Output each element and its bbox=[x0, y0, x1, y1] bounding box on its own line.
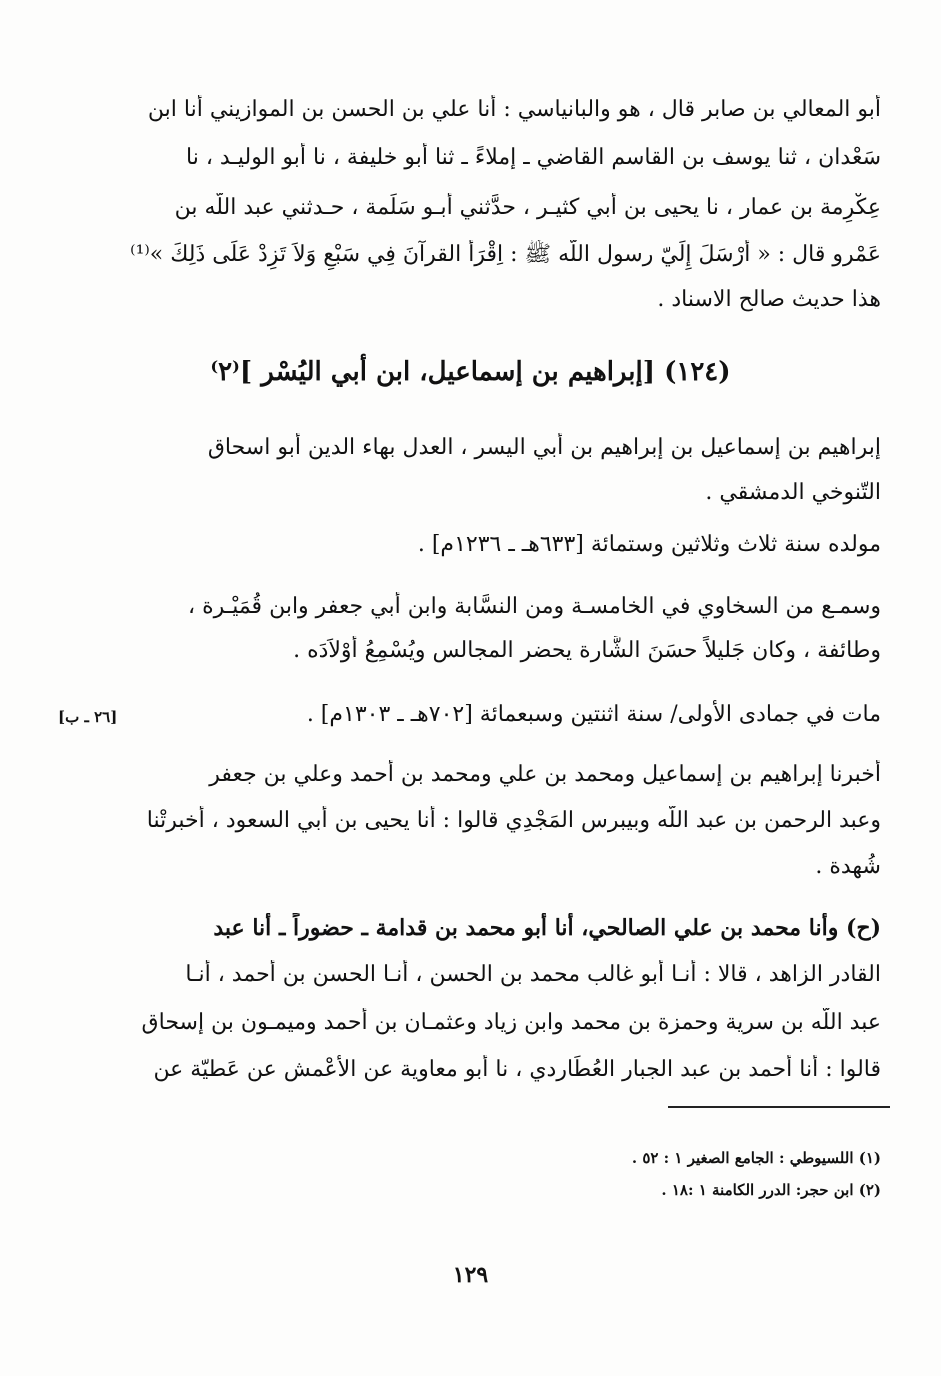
text-line: شُهدة . bbox=[815, 854, 881, 879]
text-line: القادر الزاهد ، قالا : أنـا أبو غالب محمد بن الحسن ، أنـا الحسن بن أحمد ، أنـا bbox=[185, 962, 881, 987]
entry-heading: (١٢٤) [إبراهيم بن إسماعيل، ابن أبي اليُسْر ]⁽٢⁾ bbox=[210, 357, 731, 387]
text-line: هذا حديث صالح الاسناد . bbox=[657, 287, 881, 312]
text-line: قالوا : أنا أحمد بن عبد الجبار العُطَاردي ، نا أبو معاوية عن الأعْمش عن عَطيّة عن bbox=[153, 1057, 881, 1082]
text-line: عبد اللّه بن سرية وحمزة بن محمد وابن زياد وعثمـان بن أحمد وميمـون بن إسحاق bbox=[141, 1010, 881, 1035]
text-line: أبو المعالي بن صابر قال ، هو والبانياسي : أنا علي بن الحسن بن الموازيني أنا ابن bbox=[147, 97, 881, 122]
text-line: التّنوخي الدمشقي . bbox=[705, 480, 881, 505]
text-line: سَعْدان ، ثنا يوسف بن القاسم القاضي ـ إملاءً ـ ثنا أبو خليفة ، نا أبو الوليـد ، نا bbox=[186, 145, 881, 170]
manuscript-folio-note: [٢٦ ـ ب] bbox=[58, 708, 118, 726]
text-line: عَمْرو قال : « أَرْسَلَ إِلَيّ رسول اللّه ﷺ : اِقْرَأْ القرآنَ فِي سَبْعٍ وَلاَ تَزِدْ عَلَى ذَلِكَ »⁽¹⁾ bbox=[130, 242, 881, 267]
text-line: عِكْرِمة بن عمار ، نا يحيى بن أبي كثيـر ، حدَّثني أبـو سَلَمة ، حـدثني عبد اللّه بن bbox=[174, 195, 881, 220]
text-line: (ح) وأنا محمد بن علي الصالحي، أنا أبو محمد بن قدامة ـ حضوراً ـ أنا عبد bbox=[213, 915, 881, 941]
text-line: وطائفة ، وكان جَليلاً حسَنَ الشَّارة يحضر المجالس ويُسْمِعُ أَوْلاَدَه . bbox=[293, 638, 881, 663]
text-line: وسمـع من السخاوي في الخامسـة ومن النسَّابة وابن أبي جعفر وابن قُمَيْـرة ، bbox=[188, 594, 881, 619]
text-line: مات في جمادى الأولى/ سنة اثنتين وسبعمائة [٧٠٢هـ ـ ١٣٠٣م] . bbox=[306, 702, 881, 727]
text-line: وعبد الرحمن بن عبد اللّه وبيبرس المَجْدِي قالوا : أنا يحيى بن أبي السعود ، أخبرتْنا bbox=[146, 808, 881, 833]
footnote-1: (١) اللسيوطي : الجامع الصغير ١ : ٥٢ . bbox=[631, 1149, 881, 1167]
footnote-2: (٢) ابن حجر: الدرر الكامنة ١ :١٨ . bbox=[661, 1181, 881, 1199]
text-line: إبراهيم بن إسماعيل بن إبراهيم بن أبي اليسر ، العدل بهاء الدين أبو اسحاق bbox=[207, 435, 881, 460]
footnote-divider bbox=[668, 1106, 890, 1108]
page-number: ١٢٩ bbox=[452, 1262, 489, 1288]
text-line: أخبرنا إبراهيم بن إسماعيل ومحمد بن علي ومحمد بن أحمد وعلي بن جعفر bbox=[209, 762, 881, 787]
text-line: مولده سنة ثلاث وثلاثين وستمائة [٦٣٣هـ ـ ١٢٣٦م] . bbox=[417, 532, 881, 557]
